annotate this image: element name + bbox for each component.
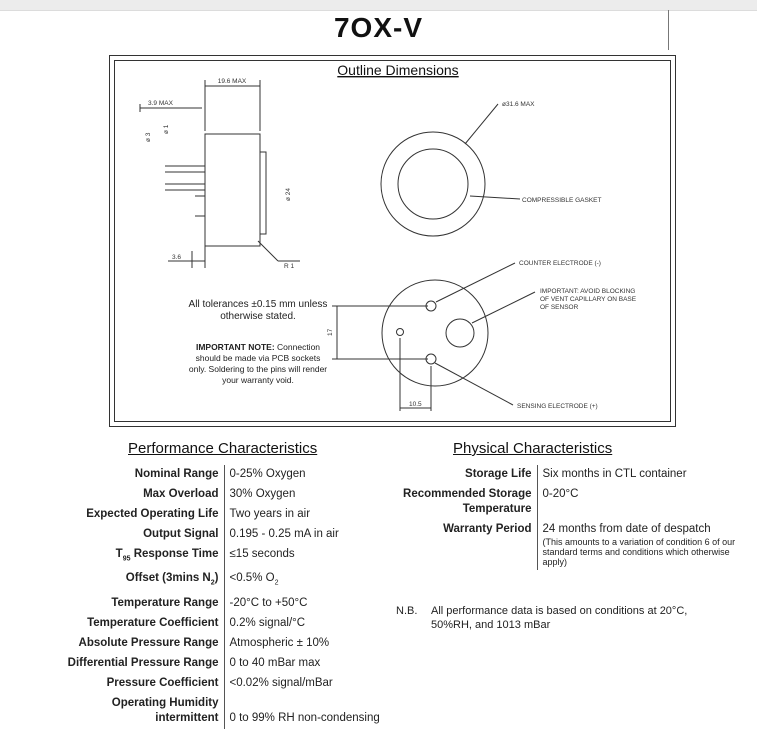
important-note-line-2: should be made via PCB sockets [195,353,321,363]
base-circle [382,280,488,386]
important-note-line-4: your warranty void. [222,375,294,385]
phys-value: 24 months from date of despatch [542,523,711,535]
offset-prefix: Offset (3mins N [125,572,211,585]
offset-value-prefix: <0.5% O [229,572,275,585]
t95-value: ≤15 seconds [229,548,295,560]
perf-label: Max Overload [59,485,224,505]
page-title: 7OX-V [333,12,424,43]
reference-pin [397,329,404,336]
perf-label: Differential Pressure Range [59,654,224,674]
perf-value: 30% Oxygen [229,488,296,500]
sensor-body-side [205,134,260,246]
counter-leader [436,263,515,302]
table-row [382,485,752,520]
gasket-side [260,152,266,234]
table-row [59,614,409,634]
humidity-label [59,694,224,729]
performance-rows-b [59,594,409,729]
t95-prefix: T [115,548,123,560]
performance-table [59,465,409,729]
perf-value: -20°C to +50°C [229,596,308,609]
perf-value: 0.2% signal/°C [229,616,306,629]
callout-gasket: COMPRESSIBLE GASKET [522,197,602,204]
dim-pin-spacing: 3.6 [172,254,182,261]
perf-label: Nominal Range [59,465,224,485]
phys-label: Storage Life [382,465,537,485]
phys-label: Warranty Period [382,520,537,570]
table-row [59,485,409,505]
humidity-label-2: intermittent [155,711,219,724]
perf-value: <0.02% signal/mBar [229,676,333,689]
performance-heading: Performance Characteristics [128,440,318,457]
title-divider [668,10,669,50]
dim-d3: ø 3 [145,132,152,142]
performance-rows-special [59,545,409,594]
offset-suffix: ) [214,572,219,585]
table-row [382,520,752,570]
perf-value: 0-25% Oxygen [229,468,306,480]
callout-sensing: SENSING ELECTRODE (+) [517,403,598,410]
offset-value [224,569,409,593]
outline-dimensions-diagram [109,55,676,427]
top-view [381,104,520,236]
important-note-rest: Connection [274,342,321,352]
dim-height-17: 17 [327,328,334,336]
warranty-note: (This amounts to a variation of condition 6 of our standard terms and conditions which otherwise apply) [542,537,736,567]
t95-sub: 95 [122,555,131,563]
perf-label: Expected Operating Life [59,505,224,525]
top-strip [0,0,757,11]
physical-table [382,465,752,570]
dim-bottom-10: 10.5 [409,401,422,408]
perf-label: Temperature Range [59,594,224,614]
phys-value: 0-20°C [542,488,579,500]
table-row [59,505,409,525]
callout-important-3: OF SENSOR [540,304,579,311]
humidity-label-1: Operating Humidity [111,696,219,709]
perf-value: 0 to 40 mBar max [229,656,321,669]
dim-d24: ø 24 [285,187,292,201]
table-row [59,525,409,545]
diagram-heading: Outline Dimensions [337,62,459,78]
gasket-leader [470,196,520,199]
tolerance-line-1: All tolerances ±0.15 mm unless [188,299,328,310]
warranty-cell [537,520,752,570]
radius-leader [258,241,278,261]
important-note-line-1 [196,342,320,352]
table-row [59,654,409,674]
nb-key: N.B. [396,605,418,617]
perf-label: Pressure Coefficient [59,674,224,694]
bottom-view [332,263,535,411]
callout-counter: COUNTER ELECTRODE (-) [519,260,601,267]
phys-value: Six months in CTL container [542,468,687,480]
perf-label: Temperature Coefficient [59,614,224,634]
t95-suffix: Response Time [130,548,219,560]
outer-circle [381,132,485,236]
phys-label: Recommended Storage Temperature [382,485,537,520]
table-row [382,465,752,485]
table-row [59,465,409,485]
diameter-leader [465,104,498,144]
perf-value: 0.195 - 0.25 mA in air [229,528,339,540]
humidity-value: 0 to 99% RH non-condensing [229,711,380,724]
callout-important-1: IMPORTANT: AVOID BLOCKING [540,288,636,295]
perf-label: Output Signal [59,525,224,545]
offset-value-sub: 2 [274,579,279,587]
vent-capillary [446,319,474,347]
nb-text: All performance data is based on conditions at 20°C, 50%RH, and 1013 mBar [431,605,688,631]
dim-outer-diameter: ø31.6 MAX [502,101,535,108]
table-row [59,694,409,729]
gasket-circle [398,149,468,219]
dim-top-width: 19.6 MAX [217,78,247,85]
dim-d1: ø 1 [163,124,170,134]
offset-label [59,569,224,593]
t95-label [59,545,224,569]
perf-label: Absolute Pressure Range [59,634,224,654]
tolerance-line-2: otherwise stated. [220,311,296,322]
important-note-line-3: only. Soldering to the pins will render [188,364,328,374]
offset-sub: 2 [210,579,215,587]
diagram-drawing [110,56,675,426]
table-row [59,569,409,593]
dim-radius: R 1 [284,263,295,270]
perf-value: Atmospheric ± 10% [229,636,330,649]
callout-important-2: OF VENT CAPILLARY ON BASE [540,296,637,303]
table-row [59,634,409,654]
performance-rows-a [59,465,409,545]
important-note-bold: IMPORTANT NOTE: [195,342,275,352]
physical-heading: Physical Characteristics [453,440,613,457]
table-row [59,674,409,694]
side-view [140,80,300,268]
table-row [59,545,409,569]
table-row [59,594,409,614]
perf-value: Two years in air [229,508,311,520]
dim-left-max: 3.9 MAX [148,100,173,107]
